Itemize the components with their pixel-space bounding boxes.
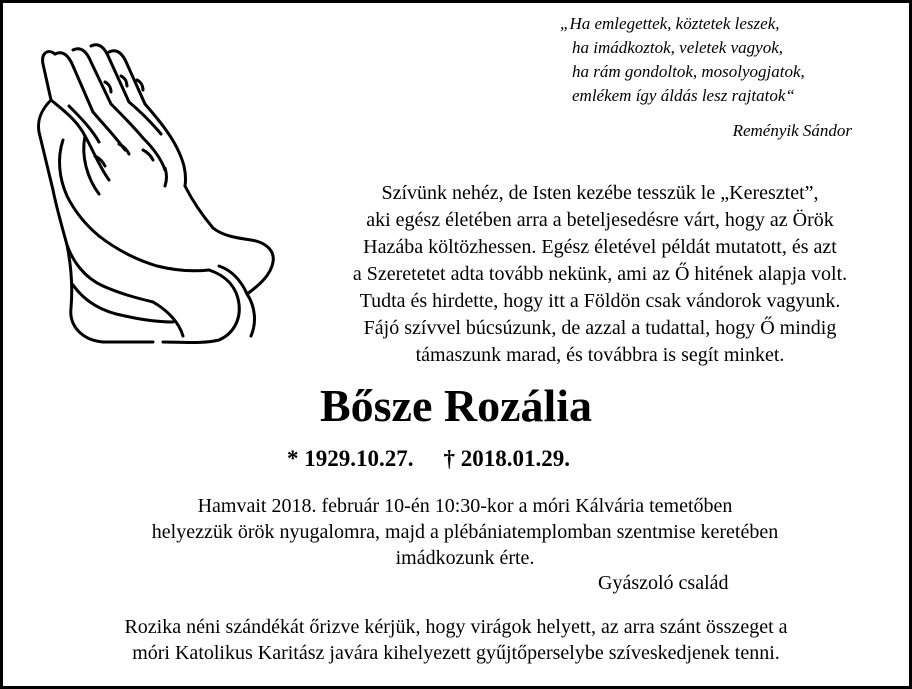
closing-line: móri Katolikus Karitász javára kihelyezett gyűjtőperselybe szíveskedjenek tenni. bbox=[132, 642, 780, 664]
funeral-line: Hamvait 2018. február 10-én 10:30-kor a móri Kálvária temetőben bbox=[197, 495, 733, 517]
intro-line: támaszunk marad, és továbbra is segít minket. bbox=[415, 344, 785, 366]
quote-line: ha imádkoztok, veletek vagyok, bbox=[572, 38, 783, 57]
closing-line: Rozika néni szándékát őrizve kérjük, hogy virágok helyett, az arra szánt összeget a bbox=[124, 616, 788, 638]
praying-hands-icon bbox=[33, 40, 278, 345]
intro-paragraph bbox=[300, 180, 900, 369]
quote-line: „Ha emlegettek, köztetek leszek, bbox=[560, 14, 780, 33]
intro-line: Tudta és hirdette, hogy itt a Földön csak vándorok vagyunk. bbox=[359, 290, 841, 312]
funeral-line: helyezzük örök nyugalomra, majd a plébániatemplomban szentmise keretében bbox=[151, 521, 779, 543]
intro-line: aki egész életében arra a beteljesedésre várt, hogy az Örök bbox=[366, 209, 834, 231]
intro-line: Hazába költözhessen. Egész életével példát mutatott, és azt bbox=[363, 236, 837, 258]
quote-line: emlékem így áldás lesz rajtatok“ bbox=[572, 86, 795, 105]
family-signature: Gyászoló család bbox=[598, 572, 729, 594]
funeral-paragraph bbox=[40, 493, 890, 571]
death-date: † 2018.01.29. bbox=[443, 446, 570, 471]
intro-line: a Szeretetet adta tovább nekünk, ami az Ő hitének alapja volt. bbox=[352, 263, 848, 285]
closing-paragraph bbox=[0, 614, 912, 666]
quote-author: Reményik Sándor bbox=[732, 121, 852, 140]
quote-line: ha rám gondoltok, mosolyogjatok, bbox=[572, 62, 805, 81]
life-dates bbox=[287, 444, 570, 474]
intro-line: Fájó szívvel búcsúzunk, de azzal a tudattal, hogy Ő mindig bbox=[363, 317, 837, 339]
funeral-line: imádkozunk érte. bbox=[395, 547, 535, 569]
deceased-name: Bősze Rozália bbox=[319, 380, 593, 431]
intro-line: Szívünk nehéz, de Isten kezébe tesszük le „Keresztet”, bbox=[381, 182, 819, 204]
birth-date: * 1929.10.27. bbox=[287, 446, 414, 471]
memorial-quote bbox=[560, 12, 900, 143]
